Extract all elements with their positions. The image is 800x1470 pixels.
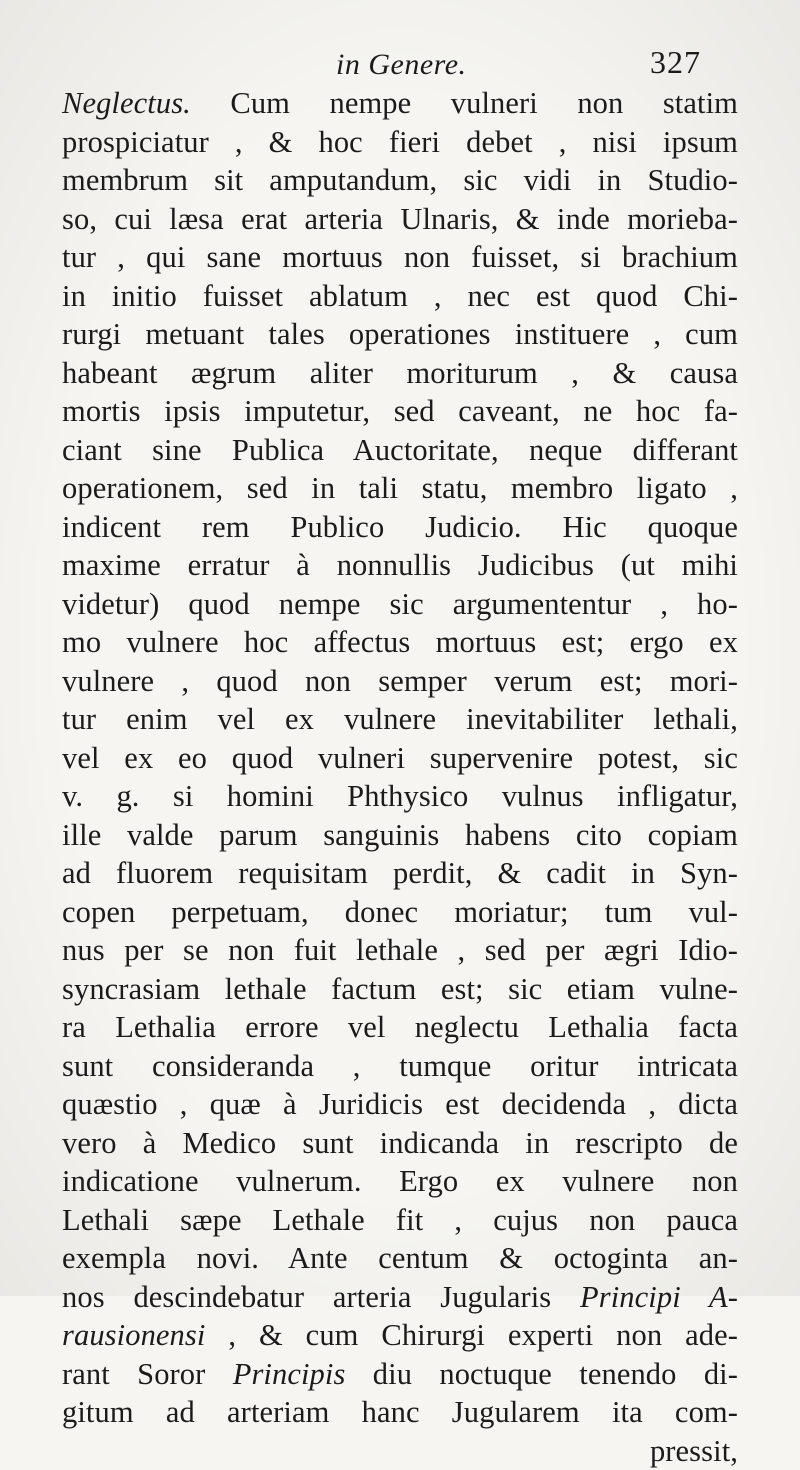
text-line: rurgi metuant tales operationes instituere , cum xyxy=(62,315,738,354)
text-line: operationem, sed in tali statu, membro ligato , xyxy=(62,469,738,508)
text-line: vero à Medico sunt indicanda in rescripto de xyxy=(62,1124,738,1163)
text-line: tur enim vel ex vulnere inevitabiliter lethali, xyxy=(62,700,738,739)
text-line: videtur) quod nempe sic argumententur , ho- xyxy=(62,585,738,624)
text-line: indicatione vulnerum. Ergo ex vulnere non xyxy=(62,1162,738,1201)
text-line: ra Lethalia errore vel neglectu Lethalia facta xyxy=(62,1008,738,1047)
text-line: sunt consideranda , tumque oritur intricata xyxy=(62,1047,738,1086)
text-line: so, cui læsa erat arteria Ulnaris, & inde morieba- xyxy=(62,200,738,239)
text-line: vel ex eo quod vulneri supervenire potest, sic xyxy=(62,739,738,778)
text-line: rausionensi , & cum Chirurgi experti non ade- xyxy=(62,1316,738,1355)
text-line: tur , qui sane mortuus non fuisset, si brachium xyxy=(62,238,738,277)
text-line: ille valde parum sanguinis habens cito copiam xyxy=(62,816,738,855)
text-line: indicent rem Publico Judicio. Hic quoque xyxy=(62,508,738,547)
catchword: pressit, xyxy=(62,1432,738,1470)
text-line: ad fluorem requisitam perdit, & cadit in Syn- xyxy=(62,854,738,893)
text-line: mortis ipsis imputetur, sed caveant, ne hoc fa- xyxy=(62,392,738,431)
text-line: in initio fuisset ablatum , nec est quod Chi- xyxy=(62,277,738,316)
text-line: Lethali sæpe Lethale fit , cujus non pauca xyxy=(62,1201,738,1240)
text-line: vulnere , quod non semper verum est; mori- xyxy=(62,662,738,701)
page-number: 327 xyxy=(650,44,701,81)
running-head: in Genere. xyxy=(336,48,467,82)
text-line: Neglectus. Cum nempe vulneri non statim xyxy=(62,84,738,123)
text-line: exempla novi. Ante centum & octoginta an- xyxy=(62,1239,738,1278)
text-line: habeant ægrum aliter moriturum , & causa xyxy=(62,354,738,393)
text-line: ciant sine Publica Auctoritate, neque differant xyxy=(62,431,738,470)
text-line: nos descindebatur arteria Jugularis Principi A- xyxy=(62,1278,738,1317)
text-line: nus per se non fuit lethale , sed per ægri Idio- xyxy=(62,931,738,970)
text-line: syncrasiam lethale factum est; sic etiam vulne- xyxy=(62,970,738,1009)
text-line: prospiciatur , & hoc fieri debet , nisi ipsum xyxy=(62,123,738,162)
text-line: gitum ad arteriam hanc Jugularem ita com- xyxy=(62,1393,738,1432)
text-line: mo vulnere hoc affectus mortuus est; ergo ex xyxy=(62,623,738,662)
text-line: v. g. si homini Phthysico vulnus infligatur, xyxy=(62,777,738,816)
text-line: quæstio , quæ à Juridicis est decidenda , dicta xyxy=(62,1085,738,1124)
text-line: maxime erratur à nonnullis Judicibus (ut mihi xyxy=(62,546,738,585)
text-line: rant Soror Principis diu noctuque tenendo di- xyxy=(62,1355,738,1394)
text-line: copen perpetuam, donec moriatur; tum vul- xyxy=(62,893,738,932)
text-line: membrum sit amputandum, sic vidi in Studio- xyxy=(62,161,738,200)
body-text xyxy=(62,84,738,1470)
